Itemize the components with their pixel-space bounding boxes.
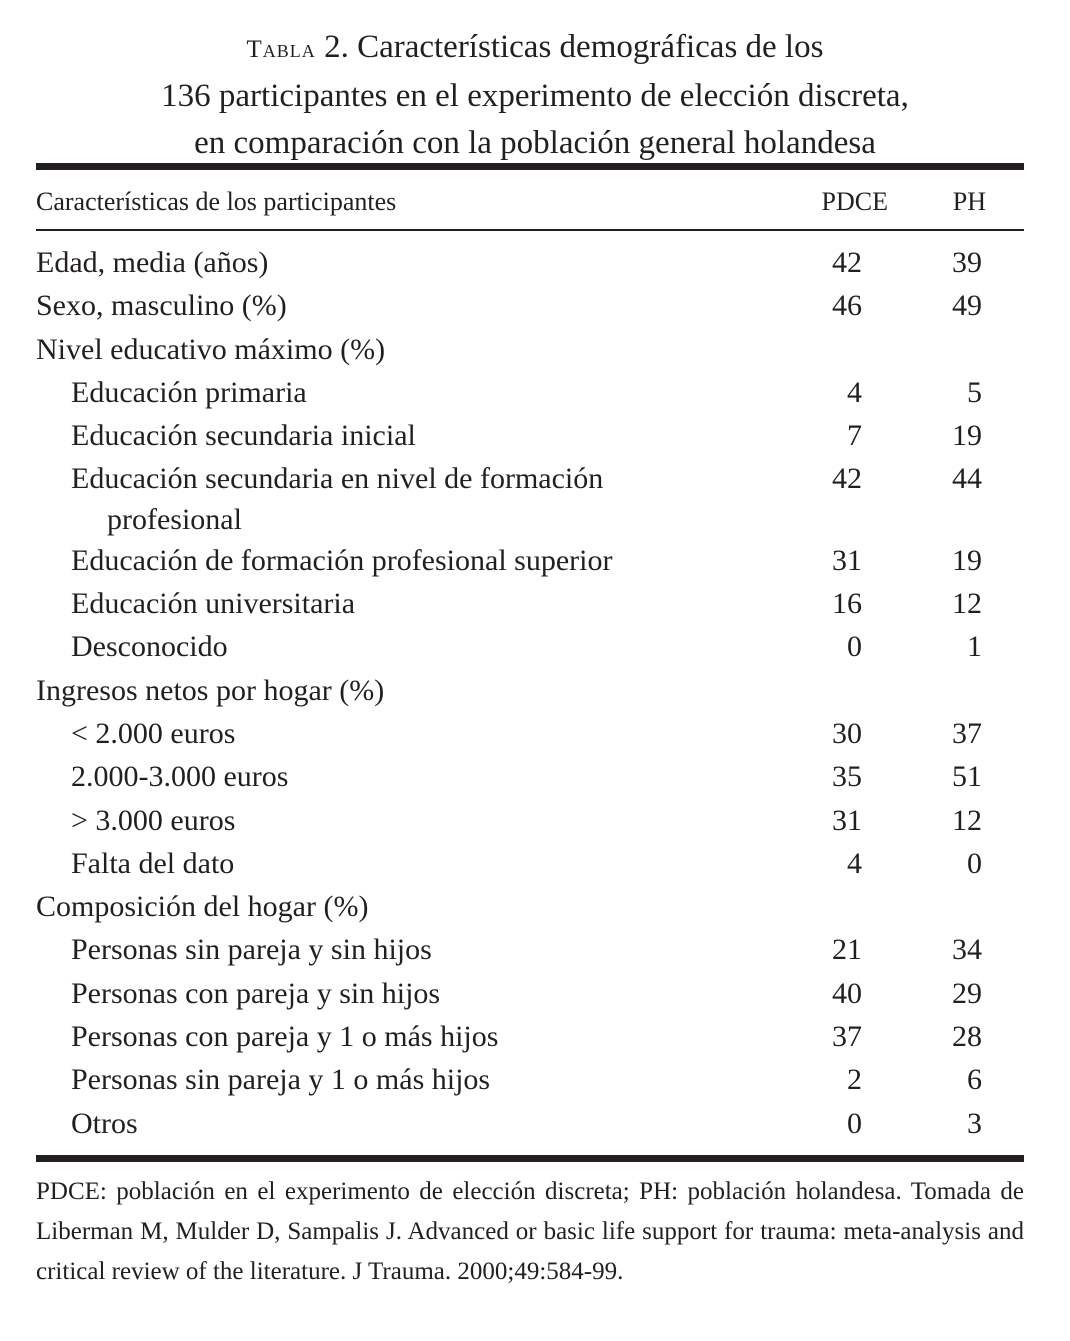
table-row	[36, 582, 1024, 625]
table-row	[36, 712, 1024, 755]
cell-ph: 51	[952, 760, 982, 794]
table-row	[36, 1058, 1024, 1101]
row-label-text: Personas con pareja y 1 o más hijos	[71, 1020, 499, 1054]
row-label	[36, 1058, 1024, 1101]
row-label	[36, 842, 1024, 885]
header-label: Características de los participantes	[36, 187, 397, 216]
row-label	[36, 457, 1024, 538]
cell-ph: 1	[967, 630, 982, 664]
cell-pdce: 35	[832, 760, 862, 794]
cell-pdce: 16	[832, 587, 862, 621]
row-label-text: Educación primaria	[71, 375, 307, 409]
row-label	[36, 371, 1024, 414]
bottom-rule	[36, 1155, 1024, 1162]
table-row	[36, 928, 1024, 971]
row-label-text: 2.000-3.000 euros	[71, 760, 289, 794]
table-caption	[0, 24, 1070, 167]
row-label-text: Composición del hogar (%)	[36, 890, 369, 924]
row-label	[36, 799, 1024, 842]
cell-pdce: 46	[832, 289, 862, 323]
row-label-text: Desconocido	[71, 630, 228, 664]
row-label-text: Personas sin pareja y sin hijos	[71, 933, 432, 967]
row-label-text: Nivel educativo máximo (%)	[36, 332, 386, 366]
row-label-text: > 3.000 euros	[71, 803, 236, 837]
cell-pdce: 37	[832, 1020, 862, 1054]
row-label	[36, 669, 1024, 712]
table-header	[36, 181, 1024, 225]
cell-pdce: 21	[832, 933, 862, 967]
table-row-category	[36, 284, 1024, 327]
top-rule	[36, 163, 1024, 170]
cell-ph: 19	[952, 419, 982, 453]
row-label	[36, 539, 1024, 582]
row-label-text: Sexo, masculino (%)	[36, 289, 287, 323]
cell-ph: 3	[967, 1106, 982, 1140]
row-label	[36, 712, 1024, 755]
cell-ph: 34	[952, 933, 982, 967]
cell-ph: 5	[967, 375, 982, 409]
row-label-continuation: profesional	[107, 502, 242, 536]
cell-pdce: 30	[832, 716, 862, 750]
table-row	[36, 1102, 1024, 1145]
row-label-text: Otros	[71, 1106, 138, 1140]
header-col-pdce: PDCE	[821, 187, 888, 216]
table-row	[36, 625, 1024, 668]
header-rule	[36, 229, 1024, 231]
row-label-text: Educación universitaria	[71, 587, 356, 621]
row-label	[36, 328, 1024, 371]
caption-line-2: 136 participantes en el experimento de elección discreta,	[161, 78, 909, 114]
table-row	[36, 1015, 1024, 1058]
row-label	[36, 625, 1024, 668]
row-label	[36, 755, 1024, 798]
cell-ph: 28	[952, 1020, 982, 1054]
row-label	[36, 972, 1024, 1015]
table-row	[36, 414, 1024, 457]
row-label-text: Edad, media (años)	[36, 246, 269, 279]
cell-ph: 12	[952, 587, 982, 621]
table-row-category	[36, 885, 1024, 928]
cell-pdce: 2	[847, 1063, 862, 1097]
row-label-text: Educación de formación profesional superior	[71, 543, 613, 577]
table-row	[36, 842, 1024, 885]
cell-ph: 44	[952, 462, 982, 496]
cell-pdce: 4	[847, 846, 862, 880]
cell-pdce: 31	[832, 803, 862, 837]
table-row	[36, 457, 1024, 538]
table-row	[36, 972, 1024, 1015]
cell-pdce: 4	[847, 375, 862, 409]
row-label	[36, 241, 1024, 284]
caption-number: 2.	[324, 29, 349, 65]
row-label	[36, 928, 1024, 971]
table-row	[36, 799, 1024, 842]
table-body	[36, 241, 1024, 1145]
table-row	[36, 371, 1024, 414]
caption-title-part-1: Características demográficas de los	[357, 29, 824, 65]
row-label-text: Personas con pareja y sin hijos	[71, 976, 441, 1010]
table-row-category	[36, 241, 1024, 284]
cell-ph: 0	[967, 846, 982, 880]
row-label	[36, 885, 1024, 928]
cell-ph: 39	[952, 246, 982, 279]
cell-pdce: 7	[847, 419, 862, 453]
row-label-text: < 2.000 euros	[71, 716, 236, 750]
caption-label: Tabla	[246, 36, 316, 63]
cell-ph: 37	[952, 716, 982, 750]
row-label-text: Ingresos netos por hogar (%)	[36, 673, 385, 707]
row-label	[36, 582, 1024, 625]
row-label	[36, 1015, 1024, 1058]
row-label	[36, 414, 1024, 457]
cell-pdce: 31	[832, 543, 862, 577]
cell-ph: 49	[952, 289, 982, 323]
table-row-category	[36, 328, 1024, 371]
header-col-ph: PH	[952, 187, 986, 216]
row-label-text: Falta del dato	[71, 846, 235, 880]
cell-ph: 29	[952, 976, 982, 1010]
table-row-category	[36, 669, 1024, 712]
cell-ph: 6	[967, 1063, 982, 1097]
cell-ph: 19	[952, 543, 982, 577]
cell-pdce: 0	[847, 1106, 862, 1140]
cell-pdce: 42	[832, 462, 862, 496]
cell-ph: 12	[952, 803, 982, 837]
table-footnote: PDCE: población en el experimento de elección discreta; PH: población holandesa. Tomada de Liberman M, Mulder D, Sampalis J. Advanced or basic life support for trauma: meta-analysis and critical review of the literature. J Trauma. 2000;49:584-99.	[36, 1178, 1024, 1285]
cell-pdce: 40	[832, 976, 862, 1010]
row-label-text: Educación secundaria en nivel de formación	[71, 462, 604, 496]
row-label-text: Personas sin pareja y 1 o más hijos	[71, 1063, 491, 1097]
cell-pdce: 42	[832, 246, 862, 279]
caption-line-1	[0, 24, 1070, 73]
table-row	[36, 539, 1024, 582]
row-label	[36, 284, 1024, 327]
cell-pdce: 0	[847, 630, 862, 664]
row-label	[36, 1102, 1024, 1145]
caption-line-3: en comparación con la población general holandesa	[194, 125, 876, 161]
table-row	[36, 755, 1024, 798]
row-label-text: Educación secundaria inicial	[71, 419, 416, 453]
